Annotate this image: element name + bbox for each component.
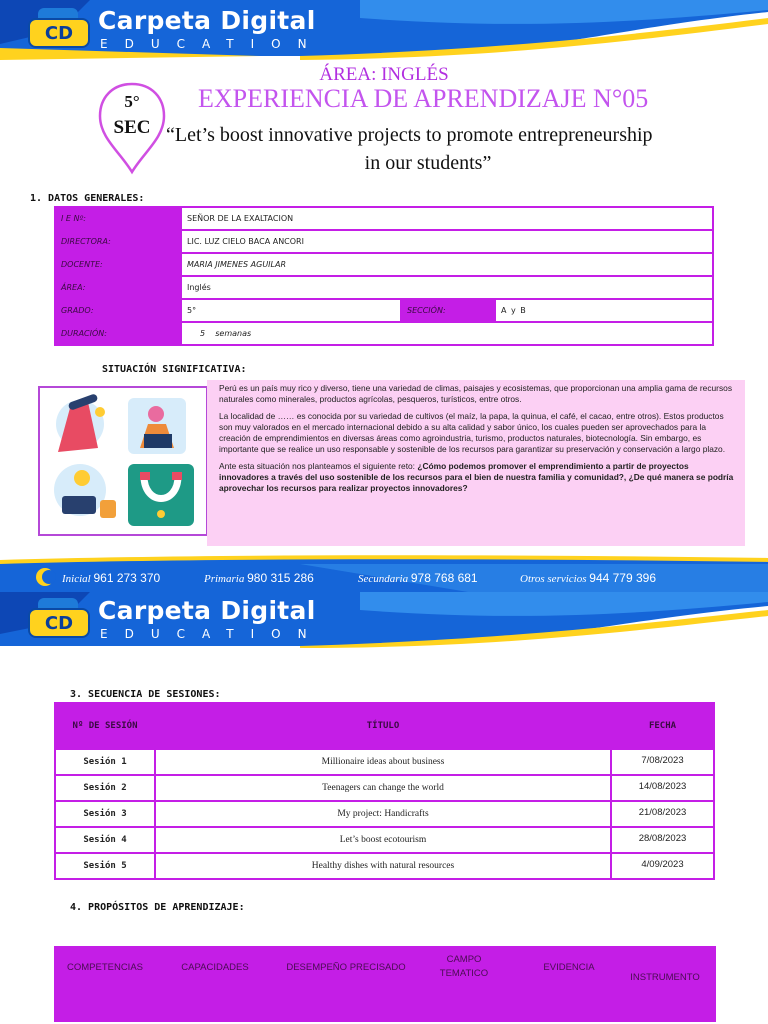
situacion-heading: SITUACIÓN SIGNIFICATIVA:	[102, 364, 247, 375]
datos-heading: 1. DATOS GENERALES:	[30, 193, 145, 204]
contact-phone: 980 315 286	[247, 571, 314, 585]
col-header-date: FECHA	[611, 703, 714, 749]
brand-subtitle: EDUCATION	[100, 37, 324, 51]
table-row	[55, 749, 714, 775]
contact-phone: 978 768 681	[410, 571, 478, 585]
situacion-paragraph-2: La localidad de …… es conocida por su variedad de cultivos (el maíz, la papa, la quinua, el café, el cacao, entre otros). Estos productos son muy valorados en el mercado internacional debido a su alta calidad y sabor único, los cuales pueden ser aprovechados para la creación de emprendimientos en diversas áreas como agroindustria, turismo, productos naturales, biotecnología. Sin embargo, es importante que se realice un uso responsable y sostenible de los recursos para garantizar su preservación y conservación a largo plazo.	[219, 411, 726, 454]
contact-primaria	[204, 571, 314, 585]
logo-badge-text: CD	[44, 23, 74, 44]
brand-logo	[28, 598, 348, 642]
area-title: ÁREA: INGLÉS	[319, 64, 449, 85]
session-number: Sesión 1	[55, 749, 155, 775]
session-title: Let’s boost ecotourism	[155, 827, 611, 853]
grade-level: SEC	[113, 117, 151, 138]
contact-phone: 944 779 396	[589, 571, 656, 585]
col-header-tematico: TEMATICO	[439, 968, 489, 979]
col-header-evidencia: EVIDENCIA	[543, 962, 595, 973]
duracion-value: 5 semanas	[181, 322, 713, 345]
table-row	[55, 322, 713, 345]
brand-logo	[28, 8, 348, 52]
brand-title: Carpeta Digital	[98, 6, 316, 35]
table-row	[55, 276, 713, 299]
table-row	[55, 775, 714, 801]
experience-title: EXPERIENCIA DE APRENDIZAJE N°05	[198, 84, 649, 113]
session-number: Sesión 5	[55, 853, 155, 879]
illustration-icon	[40, 388, 206, 534]
table-row	[55, 207, 713, 230]
reto-intro: Ante esta situación nos planteamos el siguiente reto:	[219, 461, 418, 471]
grade-number: 5°	[124, 92, 140, 111]
col-header-competencias: COMPETENCIAS	[66, 962, 143, 973]
contact-label: Primaria	[204, 573, 245, 585]
contact-label: Secundaria	[358, 573, 409, 585]
top-banner	[0, 0, 768, 60]
session-title: Healthy dishes with natural resources	[155, 853, 611, 879]
session-number: Sesión 3	[55, 801, 155, 827]
datos-label: DOCENTE:	[55, 253, 181, 276]
datos-table	[54, 206, 714, 346]
table-row	[55, 253, 713, 276]
datos-label: ÁREA:	[55, 276, 181, 299]
session-title: Millionaire ideas about business	[155, 749, 611, 775]
col-header-instrumento: INSTRUMENTO	[630, 972, 700, 983]
reto-question: ¿Cómo podemos promover el emprendimiento a partir de proyectos innovadores a través del uso sostenible de los recursos para el bien de nuestra familia y comunidad?, ¿De qué manera se podría aprovechar los recursos para realizar proyectos innovadores?	[219, 461, 734, 493]
seccion-value: A y B	[495, 299, 713, 322]
datos-label: I E Nº:	[55, 207, 181, 230]
footer-logo-icon	[34, 566, 60, 588]
session-date: 4/09/2023	[611, 853, 714, 879]
datos-label: DIRECTORA:	[55, 230, 181, 253]
col-header-campo: CAMPO	[446, 954, 482, 965]
table-row	[55, 299, 713, 322]
situacion-paragraph-3	[219, 461, 737, 494]
grado-value: 5°	[181, 299, 401, 322]
col-header-title: TÍTULO	[155, 703, 611, 749]
grado-label: GRADO:	[55, 299, 181, 322]
session-date: 28/08/2023	[611, 827, 714, 853]
logo-badge	[28, 608, 90, 638]
contact-label: Otros servicios	[520, 573, 587, 585]
session-number: Sesión 4	[55, 827, 155, 853]
brand-subtitle: EDUCATION	[100, 627, 324, 641]
contact-footer	[0, 554, 768, 594]
session-date: 14/08/2023	[611, 775, 714, 801]
contact-otros	[520, 571, 656, 585]
brand-title: Carpeta Digital	[98, 596, 316, 625]
col-header-capacidades: CAPACIDADES	[181, 962, 249, 973]
table-row	[55, 853, 714, 879]
datos-value: Inglés	[181, 276, 713, 299]
logo-badge-text: CD	[44, 613, 74, 634]
seccion-label: SECCIÓN:	[401, 299, 495, 322]
contact-inicial	[62, 571, 160, 585]
datos-value: LIC. LUZ CIELO BACA ANCORI	[181, 230, 713, 253]
sesiones-table	[54, 702, 715, 880]
session-date: 7/08/2023	[611, 749, 714, 775]
contact-secundaria	[358, 571, 478, 585]
propositos-table-header	[54, 946, 716, 1022]
session-title: Teenagers can change the world	[155, 775, 611, 801]
propositos-heading: 4. PROPÓSITOS DE APRENDIZAJE:	[70, 902, 245, 913]
datos-value: MARIA JIMENES AGUILAR	[181, 253, 713, 276]
col-header-desempeno: DESEMPEÑO PRECISADO	[286, 962, 406, 973]
contact-label: Inicial	[62, 573, 91, 585]
sesiones-heading: 3. SECUENCIA DE SESIONES:	[70, 689, 221, 700]
table-row	[55, 827, 714, 853]
second-banner	[0, 592, 768, 648]
duracion-label: DURACIÓN:	[55, 322, 181, 345]
session-number: Sesión 2	[55, 775, 155, 801]
datos-value: SEÑOR DE LA EXALTACION	[181, 207, 713, 230]
session-title: My project: Handicrafts	[155, 801, 611, 827]
table-row	[55, 801, 714, 827]
quote-line-2: in our students”	[364, 152, 492, 174]
logo-badge	[28, 18, 90, 48]
quote-line-1: “Let’s boost innovative projects to promote entrepreneurship	[166, 124, 653, 146]
entrepreneurship-illustration	[38, 386, 208, 536]
situacion-paragraph-1: Perú es un país muy rico y diverso, tiene una variedad de climas, paisajes y ecosistemas, que proporcionan una amplia gama de recursos naturales como minerales, productos agrícolas, pesqueros, turísticos, entre otros.	[219, 383, 733, 404]
session-date: 21/08/2023	[611, 801, 714, 827]
table-row	[55, 230, 713, 253]
contact-phone: 961 273 370	[93, 571, 161, 585]
table-header-row	[55, 703, 714, 749]
col-header-num: Nº DE SESIÓN	[55, 703, 155, 749]
situacion-panel	[207, 380, 745, 546]
